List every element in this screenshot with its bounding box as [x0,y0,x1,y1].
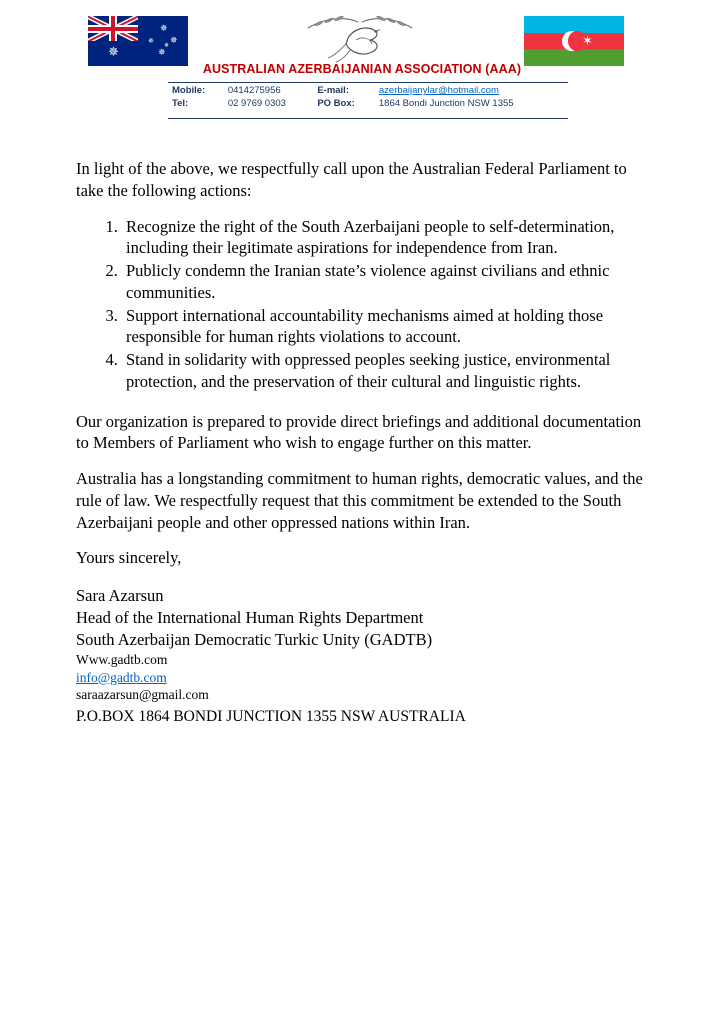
australian-flag-icon: ✵ ✵ ✵ ✵ ✵ ✵ [88,16,188,66]
list-item: 3. Support international accountability mechanisms aimed at holding those responsible for human rights violations to account. [122,305,654,349]
mobile-label: Mobile: [172,85,206,96]
dove-olive-branch-icon [300,8,420,64]
tel-label: Tel: [172,98,189,109]
signatory-name: Sara Azarsun [76,586,164,606]
signatory-website[interactable]: Www.gadtb.com [76,651,168,667]
azerbaijani-flag-icon: ✶ [524,16,624,66]
requested-actions-list [76,216,654,393]
briefings-paragraph: Our organization is prepared to provide direct briefings and additional documentation to Members of Parliament who wish to engage further on this matter. [76,411,642,453]
email-value[interactable]: azerbaijanylar@hotmail.com [378,85,499,96]
signatory-org-email[interactable]: info@gadtb.com [76,669,167,685]
closing-salutation: Yours sincerely, [76,548,182,568]
header-rule-top [168,82,568,83]
pobox-value: 1864 Bondi Junction NSW 1355 [378,98,514,109]
tel-value: 02 9769 0303 [227,98,286,109]
intro-paragraph: In light of the above, we respectfully call upon the Australian Federal Parliament to take the following actions: [76,159,627,200]
contact-row-tel-pobox [168,97,568,110]
header-rule-bottom [168,118,568,119]
signature-block [76,585,654,728]
signatory-address: P.O.BOX 1864 BONDI JUNCTION 1355 NSW AUSTRALIA [76,708,466,726]
pobox-label: PO Box: [317,98,355,109]
list-item: 1. Recognize the right of the South Azerbaijani people to self-determination, including their legitimate aspirations for independence from Iran. [122,216,654,260]
signatory-organization: South Azerbaijan Democratic Turkic Unity (GADTB) [76,629,433,649]
organization-name: AUSTRALIAN AZERBAIJANIAN ASSOCIATION (AAA) [202,62,522,76]
contact-row-mobile-email [168,84,568,97]
list-item: 4. Stand in solidarity with oppressed peoples seeking justice, environmental protection, and the preservation of their cultural and linguistic rights. [122,349,654,393]
mobile-value: 0414275956 [227,85,281,96]
commitment-paragraph: Australia has a longstanding commitment to human rights, democratic values, and the rule of law. We respectfully request that this commitment be extended to the South Azerbaijani people and other oppressed nations within Iran. [76,469,643,532]
letter-body [76,158,654,728]
signatory-title: Head of the International Human Rights Department [76,608,424,628]
letterhead [0,0,724,130]
contact-details [168,84,568,110]
list-item: 2. Publicly condemn the Iranian state’s violence against civilians and ethnic communities. [122,260,654,304]
email-label: E-mail: [317,85,349,96]
signatory-personal-email[interactable]: saraazarsun@gmail.com [76,687,209,703]
